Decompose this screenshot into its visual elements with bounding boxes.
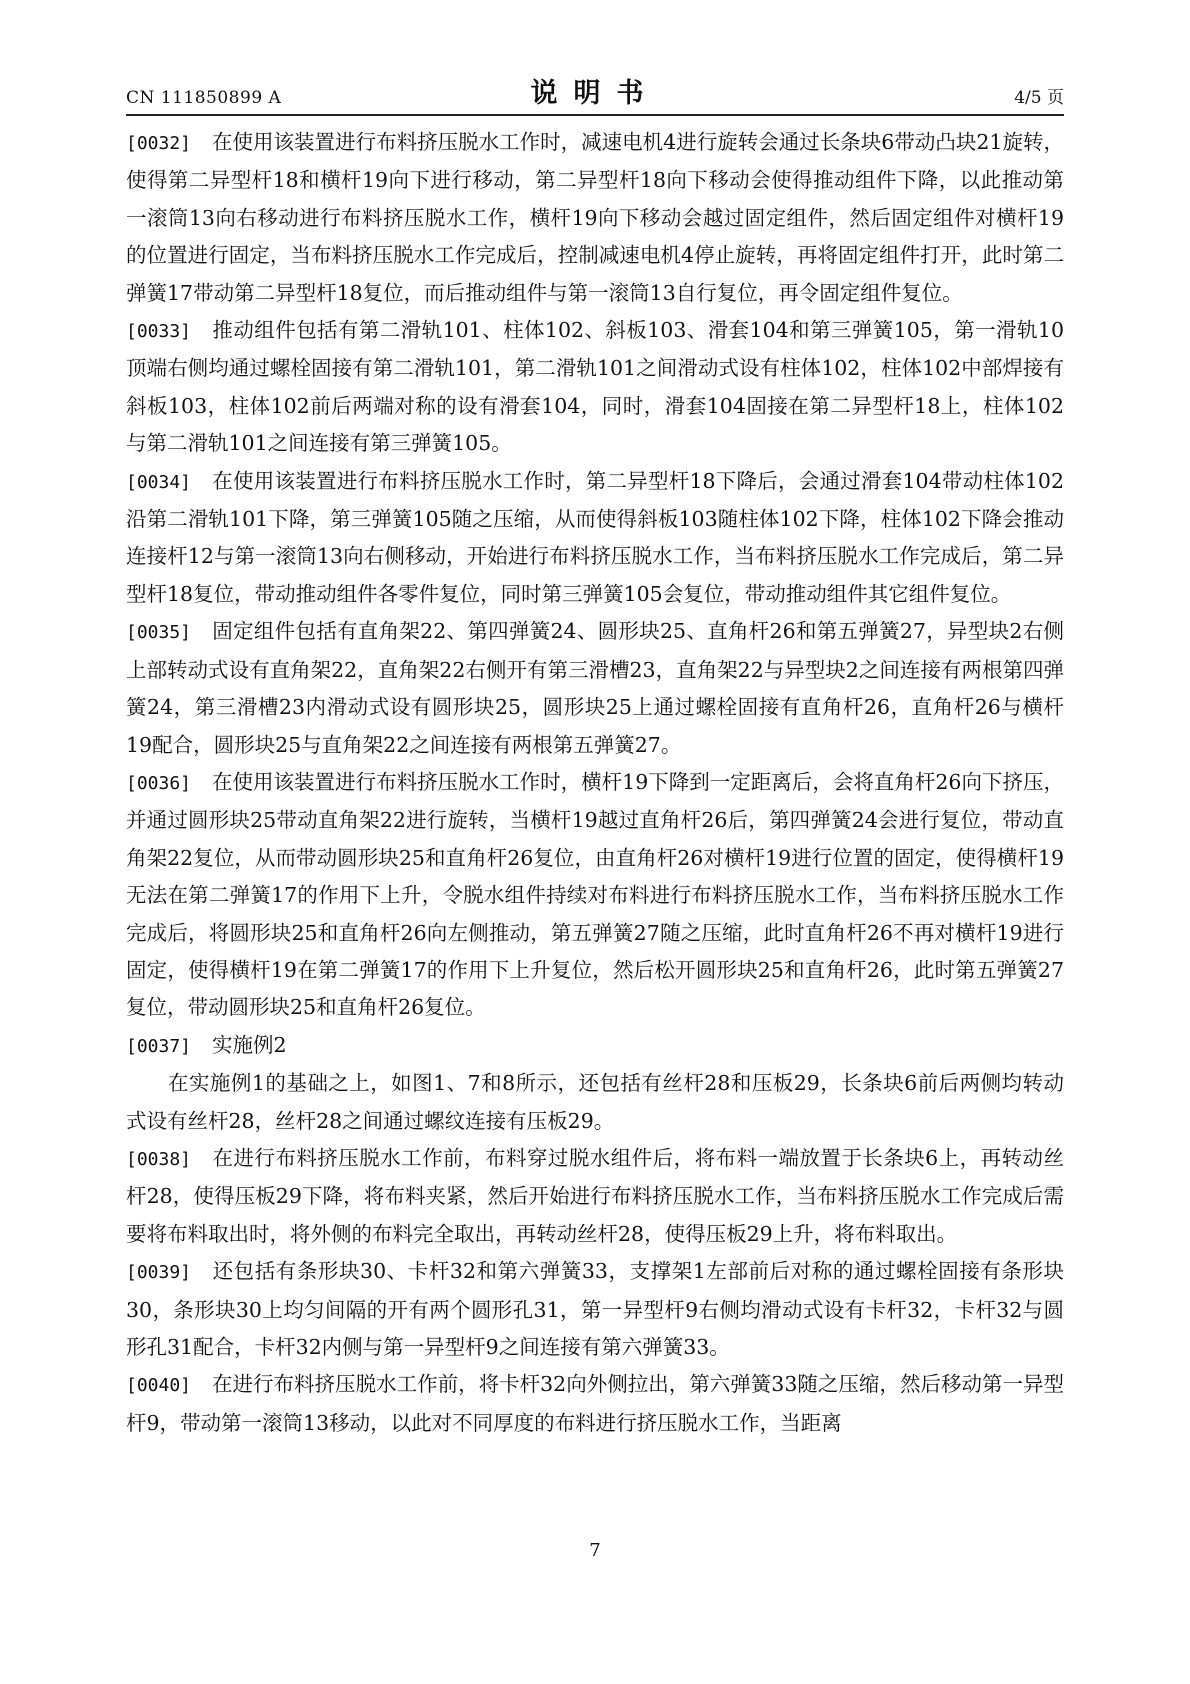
paragraph-text: 推动组件包括有第二滑轨101、柱体102、斜板103、滑套104和第三弹簧105，第一滑轨10顶端右侧均通过螺栓固接有第二滑轨101，第二滑轨101之间滑动式设有柱体102，柱体102中部焊接有斜板103，柱体102前后两端对称的设有滑套104，同时，滑套104固接在第二异型杆18上，柱体102与第二滑轨101之间连接有第三弹簧105。	[126, 318, 1064, 456]
paragraph-0035	[126, 613, 1064, 764]
section-heading	[126, 1027, 1064, 1065]
paragraph-0034	[126, 463, 1064, 614]
paragraph-number: [0039]	[126, 1262, 192, 1284]
paragraph-number: [0037]	[126, 1035, 192, 1057]
section-title: 实施例2	[212, 1032, 287, 1057]
header-rule	[126, 114, 1064, 116]
paragraph-0040	[126, 1366, 1064, 1442]
paragraph-0032	[126, 124, 1064, 312]
paragraph-number: [0035]	[126, 622, 192, 644]
paragraph-0036	[126, 764, 1064, 1027]
page-header	[126, 70, 1064, 114]
paragraph-number: [0038]	[126, 1148, 192, 1170]
section-intro: 在实施例1的基础之上，如图1、7和8所示，还包括有丝杆28和压板29，长条块6前后两侧均转动式设有丝杆28，丝杆28之间通过螺纹连接有压板29。	[126, 1071, 1064, 1133]
paragraph-number: [0033]	[126, 321, 192, 343]
paragraph-0039	[126, 1253, 1064, 1366]
paragraph-text: 固定组件包括有直角架22、第四弹簧24、圆形块25、直角杆26和第五弹簧27，异型块2右侧上部转动式设有直角架22，直角架22右侧开有第三滑槽23，直角架22与异型块2之间连接有两根第四弹簧24，第三滑槽23内滑动式设有圆形块25，圆形块25上通过螺栓固接有直角杆26，直角杆26与横杆19配合，圆形块25与直角架22之间连接有两根第五弹簧27。	[126, 619, 1064, 757]
paragraph-0038	[126, 1140, 1064, 1253]
paragraph-text: 在使用该装置进行布料挤压脱水工作时，第二异型杆18下降后，会通过滑套104带动柱体102沿第二滑轨101下降，第三弹簧105随之压缩，从而使得斜板103随柱体102下降，柱体102下降会推动连接杆12与第一滚筒13向右侧移动，开始进行布料挤压脱水工作，当布料挤压脱水工作完成后，第二异型杆18复位，带动推动组件各零件复位，同时第三弹簧105会复位，带动推动组件其它组件复位。	[126, 468, 1064, 606]
paragraph-number: [0034]	[126, 471, 192, 493]
paragraph-text: 在使用该装置进行布料挤压脱水工作时，减速电机4进行旋转会通过长条块6带动凸块21旋转，使得第二异型杆18和横杆19向下进行移动，第二异型杆18向下移动会使得推动组件下降，以此推动第一滚筒13向右移动进行布料挤压脱水工作，横杆19向下移动会越过固定组件，然后固定组件对横杆19的位置进行固定，当布料挤压脱水工作完成后，控制减速电机4停止旋转，再将固定组件打开，此时第二弹簧17带动第二异型杆18复位，而后推动组件与第一滚筒13自行复位，再令固定组件复位。	[126, 130, 1064, 305]
page-of-indicator: 4/5 页	[1014, 88, 1064, 108]
publication-number: CN 111850899 A	[126, 88, 282, 108]
page-number: 7	[589, 1540, 601, 1561]
document-body	[126, 124, 1064, 1442]
paragraph-number: [0036]	[126, 772, 192, 794]
paragraph-text: 还包括有条形块30、卡杆32和第六弹簧33，支撑架1左部前后对称的通过螺栓固接有条形块30，条形块30上均匀间隔的开有两个圆形孔31，第一异型杆9右侧均滑动式设有卡杆32，卡杆32与圆形孔31配合，卡杆32内侧与第一异型杆9之间连接有第六弹簧33。	[126, 1259, 1064, 1359]
paragraph-0033	[126, 312, 1064, 463]
paragraph-number: [0040]	[126, 1375, 192, 1397]
paragraph-number: [0032]	[126, 133, 192, 154]
paragraph-text: 在使用该装置进行布料挤压脱水工作时，横杆19下降到一定距离后，会将直角杆26向下挤压，并通过圆形块25带动直角架22进行旋转，当横杆19越过直角杆26后，第四弹簧24会进行复位，带动直角架22复位，从而带动圆形块25和直角杆26复位，由直角杆26对横杆19进行位置的固定，使得横杆19无法在第二弹簧17的作用下上升，令脱水组件持续对布料进行布料挤压脱水工作，当布料挤压脱水工作完成后，将圆形块25和直角杆26向左侧推动，第五弹簧27随之压缩，此时直角杆26不再对横杆19进行固定，使得横杆19在第二弹簧17的作用下上升复位，然后松开圆形块25和直角杆26，此时第五弹簧27复位，带动圆形块25和直角杆26复位。	[126, 769, 1064, 1020]
document-title: 说明书	[530, 78, 660, 109]
paragraph-text: 在进行布料挤压脱水工作前，布料穿过脱水组件后，将布料一端放置于长条块6上，再转动丝杆28，使得压板29下降，将布料夹紧，然后开始进行布料挤压脱水工作，当布料挤压脱水工作完成后需要将布料取出时，将外侧的布料完全取出，再转动丝杆28，使得压板29上升，将布料取出。	[126, 1145, 1064, 1246]
paragraph-text: 在进行布料挤压脱水工作前，将卡杆32向外侧拉出，第六弹簧33随之压缩，然后移动第一异型杆9，带动第一滚筒13移动，以此对不同厚度的布料进行挤压脱水工作，当距离	[126, 1372, 1064, 1435]
